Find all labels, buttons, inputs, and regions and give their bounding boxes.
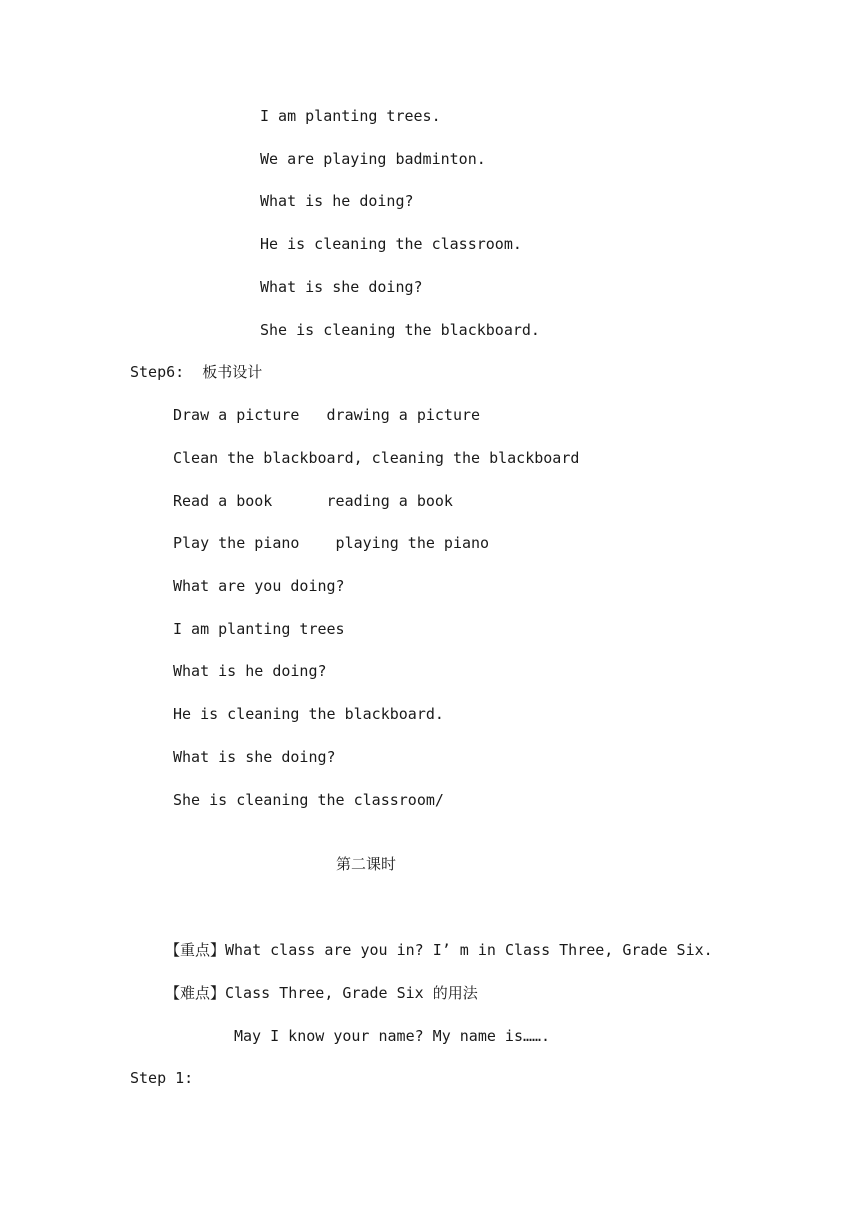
text-line: I am planting trees. (260, 107, 441, 125)
text-line: We are playing badminton. (260, 150, 486, 168)
text-line: What is she doing? (260, 278, 423, 296)
text-line: I am planting trees (173, 620, 345, 638)
text-line: Play the piano playing the piano (173, 534, 490, 552)
text-line: He is cleaning the blackboard. (173, 705, 444, 723)
text-line: She is cleaning the blackboard. (260, 321, 540, 339)
text-line: He is cleaning the classroom. (260, 235, 522, 253)
text-line: She is cleaning the classroom/ (173, 791, 444, 809)
text-line: What is he doing? (260, 192, 414, 210)
text-line: Read a book reading a book (173, 492, 453, 510)
key-point: 【重点】What class are you in? I’ m in Class Three, Grade Six. (165, 941, 713, 959)
text-line: What is she doing? (173, 748, 336, 766)
text-line: May I know your name? My name is……. (234, 1027, 551, 1045)
text-line: What are you doing? (173, 577, 345, 595)
step6-heading: Step6: 板书设计 (130, 363, 263, 381)
difficult-point: 【难点】Class Three, Grade Six 的用法 (165, 984, 478, 1002)
text-line: What is he doing? (173, 662, 327, 680)
text-line: Clean the blackboard, cleaning the blackboard (173, 449, 580, 467)
step1-heading: Step 1: (130, 1069, 194, 1087)
text-line: Draw a picture drawing a picture (173, 406, 481, 424)
lesson-title: 第二课时 (336, 855, 397, 873)
